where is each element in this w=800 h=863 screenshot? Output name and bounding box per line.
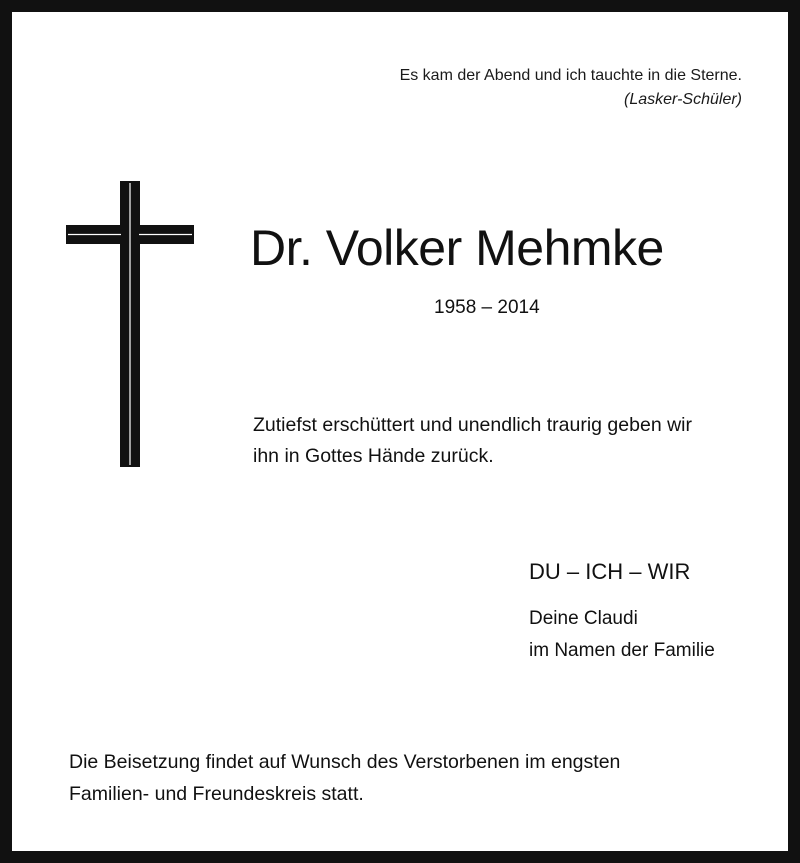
- deceased-name: Dr. Volker Mehmke: [250, 220, 664, 276]
- notice-line: Familien- und Freundeskreis statt.: [69, 783, 364, 805]
- signature-family: im Namen der Familie: [529, 640, 715, 661]
- signature-name: Deine Claudi: [529, 608, 638, 629]
- motto: DU – ICH – WIR: [529, 559, 691, 584]
- epigraph-text: Es kam der Abend und ich tauchte in die Sterne.: [399, 67, 742, 84]
- cross-icon: [66, 181, 194, 467]
- epigraph-source: (Lasker-Schüler): [624, 91, 742, 108]
- life-dates: 1958 – 2014: [434, 297, 540, 318]
- notice-line: Die Beisetzung findet auf Wunsch des Verstorbenen im engsten: [69, 751, 621, 773]
- burial-notice: [69, 746, 742, 810]
- mourning-message: [253, 410, 753, 472]
- message-line: ihn in Gottes Hände zurück.: [253, 445, 494, 467]
- signature: [529, 603, 715, 667]
- message-line: Zutiefst erschüttert und unendlich traurig geben wir: [253, 414, 692, 436]
- epigraph: [400, 64, 742, 112]
